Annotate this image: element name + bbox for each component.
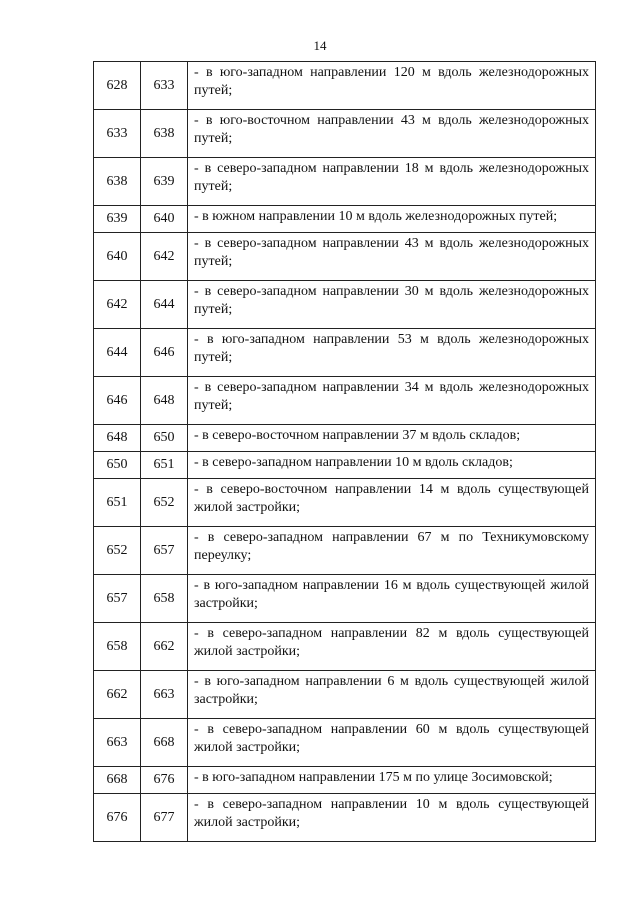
point-from-cell: 644 (94, 329, 141, 377)
point-to-cell: 633 (141, 62, 188, 110)
point-from-cell: 640 (94, 233, 141, 281)
direction-description-cell: - в южном направлении 10 м вдоль железнодорожных путей; (188, 206, 596, 233)
table-row (94, 110, 596, 158)
point-to-cell: 663 (141, 671, 188, 719)
point-from-cell: 663 (94, 719, 141, 767)
point-to-cell: 648 (141, 377, 188, 425)
table-row (94, 281, 596, 329)
point-from-cell: 650 (94, 452, 141, 479)
point-from-cell: 658 (94, 623, 141, 671)
direction-description-cell: - в юго-западном направлении 120 м вдоль железнодорожных путей; (188, 62, 596, 110)
table-row (94, 719, 596, 767)
point-from-cell: 651 (94, 479, 141, 527)
table-row (94, 233, 596, 281)
point-to-cell: 657 (141, 527, 188, 575)
point-from-cell: 642 (94, 281, 141, 329)
direction-description-cell: - в северо-западном направлении 60 м вдоль существующей жилой застройки; (188, 719, 596, 767)
point-from-cell: 638 (94, 158, 141, 206)
direction-description-cell: - в северо-западном направлении 18 м вдоль железнодорожных путей; (188, 158, 596, 206)
point-to-cell: 639 (141, 158, 188, 206)
table-row (94, 62, 596, 110)
direction-description-cell: - в юго-западном направлении 175 м по улице Зосимовской; (188, 767, 596, 794)
table-row (94, 329, 596, 377)
point-to-cell: 650 (141, 425, 188, 452)
direction-description-cell: - в северо-восточном направлении 14 м вдоль существующей жилой застройки; (188, 479, 596, 527)
direction-description-cell: - в северо-западном направлении 10 м вдоль существующей жилой застройки; (188, 794, 596, 842)
table-row (94, 206, 596, 233)
table-row (94, 425, 596, 452)
direction-description-cell: - в северо-восточном направлении 37 м вдоль складов; (188, 425, 596, 452)
direction-description-cell: - в северо-западном направлении 10 м вдоль складов; (188, 452, 596, 479)
point-from-cell: 652 (94, 527, 141, 575)
direction-description-cell: - в северо-западном направлении 30 м вдоль железнодорожных путей; (188, 281, 596, 329)
point-to-cell: 640 (141, 206, 188, 233)
point-from-cell: 633 (94, 110, 141, 158)
page-number: 14 (313, 38, 327, 53)
table-row (94, 794, 596, 842)
point-from-cell: 648 (94, 425, 141, 452)
table-row (94, 623, 596, 671)
table-row (94, 671, 596, 719)
table-row (94, 527, 596, 575)
point-from-cell: 657 (94, 575, 141, 623)
point-to-cell: 676 (141, 767, 188, 794)
point-from-cell: 676 (94, 794, 141, 842)
table-row (94, 767, 596, 794)
point-from-cell: 646 (94, 377, 141, 425)
point-from-cell: 662 (94, 671, 141, 719)
direction-description-cell: - в северо-западном направлении 82 м вдоль существующей жилой застройки; (188, 623, 596, 671)
point-to-cell: 658 (141, 575, 188, 623)
table-row (94, 377, 596, 425)
direction-description-cell: - в северо-западном направлении 67 м по Техникумовскому переулку; (188, 527, 596, 575)
boundary-table-body (94, 62, 596, 842)
table-row (94, 575, 596, 623)
point-to-cell: 651 (141, 452, 188, 479)
point-to-cell: 668 (141, 719, 188, 767)
direction-description-cell: - в северо-западном направлении 43 м вдоль железнодорожных путей; (188, 233, 596, 281)
table-row (94, 158, 596, 206)
point-to-cell: 638 (141, 110, 188, 158)
point-from-cell: 639 (94, 206, 141, 233)
boundary-table (93, 61, 596, 842)
point-from-cell: 668 (94, 767, 141, 794)
direction-description-cell: - в юго-западном направлении 6 м вдоль существующей жилой застройки; (188, 671, 596, 719)
point-to-cell: 644 (141, 281, 188, 329)
point-to-cell: 646 (141, 329, 188, 377)
direction-description-cell: - в юго-западном направлении 53 м вдоль железнодорожных путей; (188, 329, 596, 377)
table-row (94, 479, 596, 527)
point-to-cell: 642 (141, 233, 188, 281)
point-to-cell: 677 (141, 794, 188, 842)
point-from-cell: 628 (94, 62, 141, 110)
direction-description-cell: - в юго-восточном направлении 43 м вдоль железнодорожных путей; (188, 110, 596, 158)
direction-description-cell: - в юго-западном направлении 16 м вдоль существующей жилой застройки; (188, 575, 596, 623)
point-to-cell: 662 (141, 623, 188, 671)
point-to-cell: 652 (141, 479, 188, 527)
direction-description-cell: - в северо-западном направлении 34 м вдоль железнодорожных путей; (188, 377, 596, 425)
table-row (94, 452, 596, 479)
